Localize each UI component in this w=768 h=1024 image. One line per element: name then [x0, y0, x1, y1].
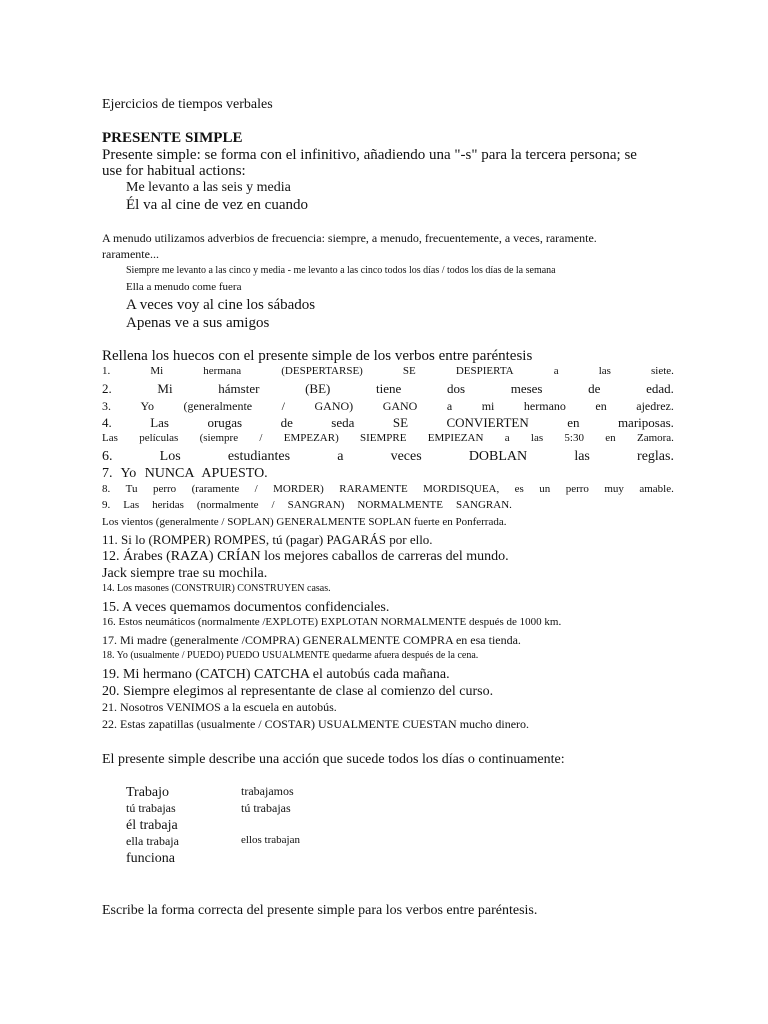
exercise-item: 6. Los estudiantes a veces DOBLAN las reglas. [102, 449, 674, 464]
exercise-item: 12. Árabes (RAZA) CRÍAN los mejores caballos de carreras del mundo. [102, 549, 509, 564]
describe-line: El presente simple describe una acción que sucede todos los días o continuamente: [102, 752, 565, 767]
exercise-item: 19. Mi hermano (CATCH) CATCHA el autobús cada mañana. [102, 667, 450, 682]
conjugation-plural-2: tú trabajas [241, 801, 291, 815]
conjugation-singular-5: funciona [126, 851, 175, 866]
example-3: Siempre me levanto a las cinco y media - me levanto a las cinco todos los días / todos los días de la semana [126, 265, 556, 276]
conjugation-singular-2: tú trabajas [126, 801, 176, 815]
example-1: Me levanto a las seis y media [126, 180, 291, 195]
exercise-item: 1. Mi hermana (DESPERTARSE) SE DESPIERTA a las siete. [102, 365, 674, 377]
exercise-item: Jack siempre trae su mochila. [102, 566, 268, 581]
conjugation-singular-3: él trabaja [126, 818, 178, 833]
exercise-item: 8. Tu perro (raramente / MORDER) RARAMENTE MORDISQUEA, es un perro muy amable. [102, 483, 674, 495]
exercise-item: Las películas (siempre / EMPEZAR) SIEMPRE EMPIEZAN a las 5:30 en Zamora. [102, 432, 674, 444]
exercise-item: Los vientos (generalmente / SOPLAN) GENERALMENTE SOPLAN fuerte en Ponferrada. [102, 516, 507, 528]
intro-line-2: use for habitual actions: [102, 163, 246, 179]
exercise-item: 16. Estos neumáticos (normalmente /EXPLOTE) EXPLOTAN NORMALMENTE después de 1000 km. [102, 616, 562, 628]
exercise-item: 18. Yo (usualmente / PUEDO) PUEDO USUALMENTE quedarme afuera después de la cena. [102, 650, 479, 661]
example-5: A veces voy al cine los sábados [126, 297, 316, 313]
exercise-item: 11. Si lo (ROMPER) ROMPES, tú (pagar) PAGARÁS por ello. [102, 532, 433, 547]
exercise-item: 20. Siempre elegimos al representante de clase al comienzo del curso. [102, 684, 494, 699]
exercise-item: 4. Las orugas de seda SE CONVIERTEN en mariposas. [102, 415, 674, 430]
exercise-item: 14. Los masones (CONSTRUIR) CONSTRUYEN casas. [102, 583, 331, 594]
conjugation-singular-1: Trabajo [126, 785, 170, 800]
exercise-item: 3. Yo (generalmente / GANO) GANO a mi hermano en ajedrez. [102, 399, 674, 413]
document-title: Ejercicios de tiempos verbales [102, 97, 273, 112]
exercise-item: 21. Nosotros VENIMOS a la escuela en autobús. [102, 700, 337, 714]
intro-line-1: Presente simple: se forma con el infinitivo, añadiendo una "-s" para la tercera persona; se [102, 147, 637, 163]
section-heading: PRESENTE SIMPLE [102, 130, 243, 146]
exercise-item: 2. Mi hámster (BE) tiene dos meses de edad. [102, 381, 674, 396]
final-instruction: Escribe la forma correcta del presente simple para los verbos entre paréntesis. [102, 903, 538, 918]
exercise-item: 17. Mi madre (generalmente /COMPRA) GENERALMENTE COMPRA en esa tienda. [102, 633, 521, 647]
exercise-heading: Rellena los huecos con el presente simple de los verbos entre paréntesis [102, 348, 533, 364]
exercise-item: 9. Las heridas (normalmente / SANGRAN) NORMALMENTE SANGRAN. [102, 499, 512, 511]
conjugation-plural-1: trabajamos [241, 784, 294, 798]
conjugation-singular-4: ella trabaja [126, 834, 179, 848]
example-4: Ella a menudo come fuera [126, 281, 242, 293]
exercise-item: 15. A veces quemamos documentos confidenciales. [102, 600, 390, 615]
exercise-item: 7. Yo NUNCA APUESTO. [102, 466, 268, 481]
conjugation-plural-3: ellos trabajan [241, 834, 300, 846]
adverbs-line-2: raramente... [102, 247, 159, 261]
example-2: Él va al cine de vez en cuando [126, 197, 308, 213]
example-6: Apenas ve a sus amigos [126, 315, 270, 331]
adverbs-line-1: A menudo utilizamos adverbios de frecuencia: siempre, a menudo, frecuentemente, a veces, raramente. [102, 231, 597, 245]
exercise-item: 22. Estas zapatillas (usualmente / COSTAR) USUALMENTE CUESTAN mucho dinero. [102, 717, 530, 731]
